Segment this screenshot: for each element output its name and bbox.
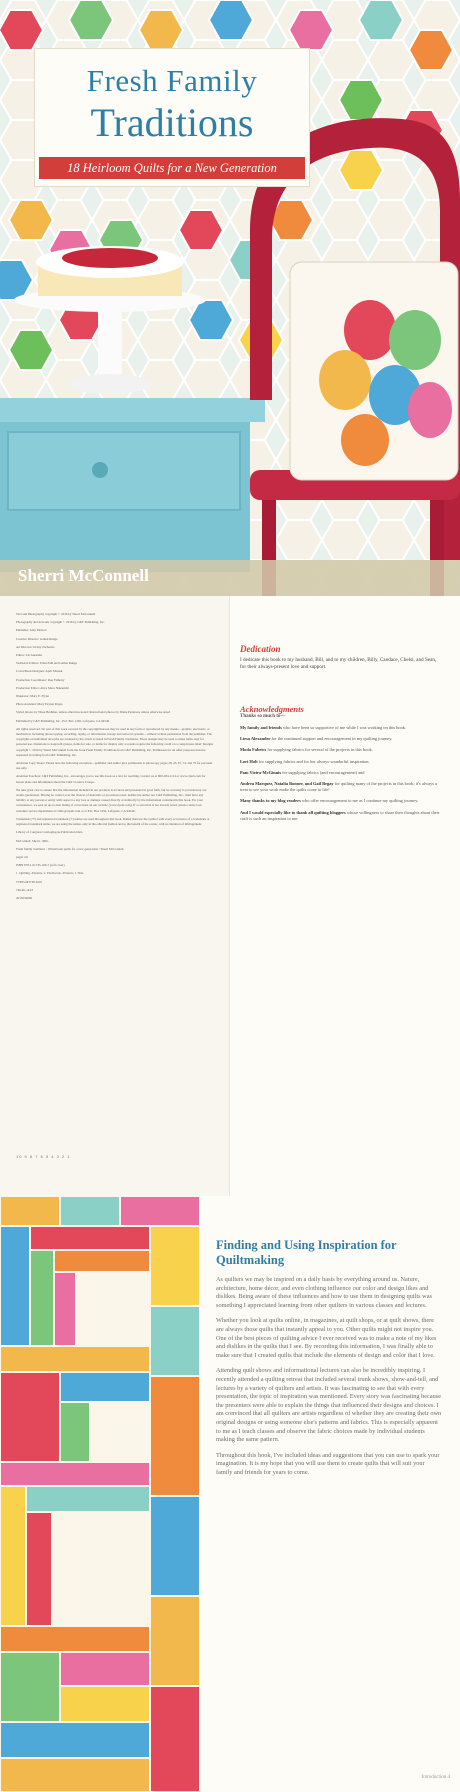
front-matter-spread[interactable] <box>0 596 460 1196</box>
copyright-line: Published by C&T Publishing, Inc., P.O. Box 1456, Lafayette, CA 94549 <box>16 718 110 723</box>
body-paragraph: Whether you look at quilts online, in magazines, at quilt shops, or at quilt shows, there are always those quilts that instantly appeal to you. Other quilts might not inspire you. One of the best pieces of quilting advice I ever received was to make a note of my likes and dislikes in the quilts that I see. By recording this information, I was finally able to make sure that I created quilts that include the elements of design and color that I love. <box>216 1317 437 1359</box>
inspiration-spread[interactable] <box>0 1196 460 1792</box>
acknowledgment-text: for supplying fabrics for several of the projects in this book. <box>266 747 373 753</box>
author-name: Sherri McConnell <box>18 566 149 585</box>
copyright-line: 746.46--dc23 <box>16 887 34 892</box>
body-paragraph: Attending quilt shows and informational lectures can also be incredibly inspiring. I recently attended a quilting retreat that included several trunk shows, show-and-tell, and lectures by a variety of quilters and artists. It was fascinating to see that with every presentation, the topic of inspiration was mentioned. Every story was fascinating because the presenters were able to explain the things that influenced their designs and choices. I am convinced that all quilters are artists regardless of whether they are creating their own original designs or using someone else's patterns and fabrics. This is especially apparent to me as I teach classes and observe the fabric choices made by individual students making the same pattern. <box>216 1367 442 1444</box>
copyright-line: pages cm <box>16 854 28 859</box>
copyright-line: McConnell, Sherri, 1966- <box>16 838 49 843</box>
copyright-line: Library of Congress Cataloging-in-Publication Data <box>16 830 83 835</box>
acknowledgments-heading: Acknowledgments <box>240 704 304 714</box>
inspiration-paragraphs <box>216 1276 442 1477</box>
copyright-line: Production Editor: Alice Mace Nakanishi <box>16 685 69 690</box>
acknowledgments-section <box>240 704 440 827</box>
acknowledgment-name: Lori Holt <box>240 758 258 764</box>
copyright-line: Technical Editors: Ellen Pahl and Gailen Runge <box>16 661 78 666</box>
copyright-line: Editor: Liz Aneloski <box>16 653 43 658</box>
copyright-line: Attention Copy Shops: Please note the following exception—publisher and author give permission to photocopy pages 28, 45, 67, 74, and 79 for personal use only. <box>16 761 213 771</box>
dedication-section <box>240 644 440 671</box>
author-band <box>0 560 460 596</box>
acknowledgment-text: for quilting many of the projects in this book; it's always a treat to see your work make the quilts come to life! <box>240 781 438 793</box>
acknowledgment-name: And I would especially like to thank all quilting bloggers <box>240 809 346 815</box>
copyright-text <box>16 612 214 904</box>
acknowledgment-text: whose willingness to share their thoughts about their craft is such an inspiration to me. <box>240 809 440 821</box>
acknowledgments-list <box>240 725 440 822</box>
dedication-text: I dedicate this book to my husband, Bill, and to my children, Billy, Candace, Chelsi, and Sean, for their always-present love and support. <box>240 657 437 670</box>
inspiration-heading: Finding and Using Inspiration for Quiltmaking <box>216 1238 397 1267</box>
page-label: Introduction <box>421 1775 447 1780</box>
copyright-line: Styled photos by Nissa Brehmer, unless otherwise noted; Instructional photos by Diane Pedersen, unless otherwise noted <box>16 710 171 715</box>
acknowledgment-text: who have been so supportive of me while I was working on this book. <box>281 725 407 730</box>
acknowledgment-name: Moda Fabrics <box>240 747 267 753</box>
dedication-page <box>230 596 460 1196</box>
copyright-line: Attention Teachers: C&T Publishing, Inc., encourages you to use this book as a text for teaching. Contact us at 800-284-1114 or www.ctpub.com for lesson plans and information about the C&T Creative Troupe. <box>16 774 206 784</box>
acknowledgment-name: Many thanks to my blog readers <box>240 798 301 804</box>
copyright-line: 2015034069 <box>16 895 32 900</box>
acknowledgment-name: Pam Vieira-McGinnis <box>240 769 282 775</box>
book-title-line-1: Fresh Family <box>86 63 258 98</box>
copyright-line: 1. Quilting--Patterns. 2. Patchwork--Patterns. I. Title. <box>16 871 84 876</box>
body-paragraph: Throughout this book, I've included ideas and suggestions that you can use to spark your imagination. It is my hope that you will use them to create quilts that will suit your family and friends for years to come. <box>216 1451 440 1476</box>
dedication-heading: Dedication <box>240 644 281 654</box>
acknowledgment-item <box>240 770 440 776</box>
book-subtitle: 18 Heirloom Quilts for a New Generation <box>39 157 305 179</box>
acknowledgment-item <box>240 736 440 742</box>
page-number <box>422 1775 450 1780</box>
copyright-line: Art Director: Kristy Zacharias <box>16 644 55 649</box>
copyright-line: Illustrator: Mary E. Flynn <box>16 694 49 699</box>
copyright-line: Creative Director: Gailen Runge <box>16 636 58 641</box>
acknowledgments-subheading: Thanks so much to— <box>240 714 286 719</box>
title-panel <box>34 48 310 187</box>
copyright-line: Production Coordinator: Rue Flaherty <box>16 677 65 682</box>
acknowledgment-item <box>240 759 440 765</box>
acknowledgment-item <box>240 781 440 793</box>
copyright-line: Text and Photography copyright © 2016 by Sherri McConnell <box>16 612 96 616</box>
quilt-photo <box>0 1196 200 1792</box>
copyright-line: Publisher: Amy Marson <box>16 628 47 633</box>
copyright-line: Fresh family traditions : 18 heirloom quilts for a new generation / Sherri McConnell. <box>16 846 125 851</box>
copyright-page <box>0 596 230 1196</box>
copyright-line: Photo Assistant: Mary Peyton Peppo <box>16 702 63 707</box>
copyright-line: Photography and Artwork copyright © 2016 by C&T Publishing, Inc. <box>16 620 105 625</box>
acknowledgment-text: for supplying fabrics and for her always-wonderful inspiration. <box>257 758 370 764</box>
acknowledgment-item <box>240 747 440 753</box>
acknowledgment-text: for supplying fabrics (and encouragement) and <box>281 769 365 775</box>
copyright-line: Cover/Book Designer: April Mostek <box>16 669 63 674</box>
acknowledgment-text: for the continued support and encouragement in my quilting journey. <box>270 736 393 742</box>
body-paragraph: As quilters we may be inspired on a daily basis by everything around us. Nature, architecture, home décor, and even clothing influence our color and design likes and dislikes. Being aware of these influences and how to use them in designing quilts was something I appreciated learning from other quilters in various classes and lectures. <box>216 1276 432 1309</box>
book-title-line-2: Traditions <box>90 100 254 145</box>
print-line: 10 9 8 7 6 5 4 3 2 1 <box>16 1154 71 1159</box>
book-cover[interactable] <box>0 0 460 596</box>
copyright-line: ISBN 978-1-61745-160-3 (soft cover) <box>16 863 65 868</box>
page-number-value: 4 <box>447 1775 450 1780</box>
copyright-line: Trademark (™) and registered trademark (®) names are used throughout this book. Rather than use the symbol with every occurrence of a trademark or registered trademark name, we are using the names only in the editorial fashion and to the benefit of the owner, with no intention of infringement. <box>16 816 210 827</box>
acknowledgment-name: My family and friends <box>240 725 282 730</box>
acknowledgment-name: Andrea Marquez, Natalia Bonner, and Gail Begay <box>240 781 334 787</box>
copyright-line: All rights reserved. No part of this work covered by the copyright hereon may be used in any form or reproduced by any means—graphic, electronic, or mechanical, including photocopying, recording, taping, or information storage and retrieval systems—without written permission from the publisher. The copyrights on individual artworks are retained by the artists as noted in Fresh Family Traditions. These designs may be used to make items only for personal use. Donations to nonprofit groups, items for sale, or items for display only at events require the following credit on a conspicuous label: Designs copyright © 2016 by Sherri McConnell from the book Fresh Family Traditions from C&T Publishing, Inc. Permission for all other purposes must be requested in writing from C&T Publishing, Inc. <box>16 726 214 757</box>
copyright-line: TT835.M3738 2016 <box>16 879 42 884</box>
copyright-line: We take great care to ensure that the information included in our products is accurate and presented in good faith, but no warranty is provided nor are results guaranteed. Having no control over the choices of materials or procedures used, neither the author nor C&T Publishing, Inc., shall have any liability to any person or entity with respect to any loss or damage caused directly or indirectly by the information contained in this book. For your convenience, we post an up-to-date listing of corrections on our website (www.ctpub.com). If a correction is not already noted, please contact our customer service department at ctinfo@ctpub.com or at P.O. Box 1456, Lafayette, CA 94549. <box>16 787 207 813</box>
acknowledgment-name: Liesa Alexander <box>240 736 271 742</box>
acknowledgment-item <box>240 798 440 804</box>
inspiration-text <box>216 1238 442 1484</box>
acknowledgment-item <box>240 725 440 731</box>
acknowledgment-text: who offer encouragement to me as I continue my quilting journey. <box>300 798 419 804</box>
acknowledgment-item <box>240 810 440 822</box>
